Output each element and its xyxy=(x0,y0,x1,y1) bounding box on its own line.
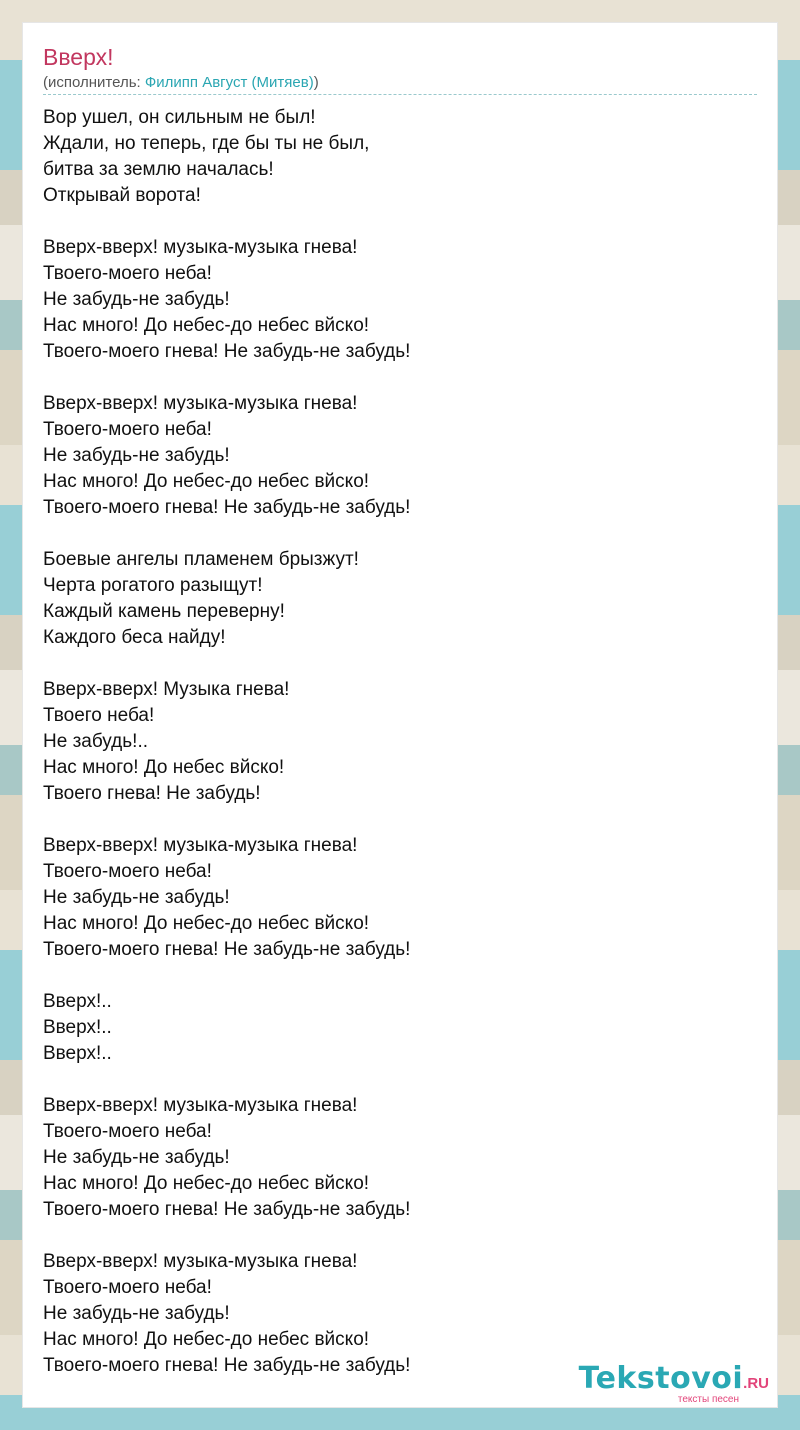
lyrics-line: Нас много! До небес-до небес вйско! xyxy=(43,913,370,934)
content-card xyxy=(22,22,778,1408)
lyrics-line: Ждали, но теперь, где бы ты не был, xyxy=(43,133,370,154)
artist-prefix: (исполнитель: xyxy=(43,74,145,91)
song-title: Вверх! xyxy=(43,44,114,70)
lyrics-line: Твоего-моего неба! xyxy=(43,263,212,284)
lyrics-line: Вор ушел, он сильным не был! xyxy=(43,107,316,128)
lyrics-stanza xyxy=(43,105,743,209)
lyrics-line: Твоего неба! xyxy=(43,705,155,726)
title-divider xyxy=(43,94,757,95)
lyrics-stanza xyxy=(43,833,743,963)
lyrics-stanza xyxy=(43,989,743,1067)
artist-suffix: ) xyxy=(313,74,319,91)
lyrics-line: Твоего-моего гнева! Не забудь-не забудь! xyxy=(43,497,411,518)
lyrics-line: Вверх-вверх! музыка-музыка гнева! xyxy=(43,237,358,258)
lyrics-line: Твоего-моего гнева! Не забудь-не забудь! xyxy=(43,341,411,362)
lyrics-line: Не забудь-не забудь! xyxy=(43,887,230,908)
logo-tld: .RU xyxy=(743,1375,769,1392)
site-logo[interactable] xyxy=(578,1361,769,1405)
lyrics-line: Вверх-вверх! музыка-музыка гнева! xyxy=(43,1251,358,1272)
lyrics-stanza xyxy=(43,391,743,521)
lyrics-line: Твоего гнева! Не забудь! xyxy=(43,783,261,804)
lyrics-stanza xyxy=(43,1093,743,1223)
lyrics-line: Твоего-моего неба! xyxy=(43,1121,212,1142)
lyrics-stanza xyxy=(43,1249,743,1379)
lyrics-stanza xyxy=(43,677,743,807)
lyrics-stanza xyxy=(43,547,743,651)
lyrics-line: Каждого беса найду! xyxy=(43,627,226,648)
artist-line xyxy=(43,74,319,92)
lyrics-line: Твоего-моего неба! xyxy=(43,861,212,882)
logo-wordmark: Tekstovoi xyxy=(578,1361,744,1396)
lyrics-line: Не забудь!.. xyxy=(43,731,149,752)
lyrics-line: Боевые ангелы пламенем брызжут! xyxy=(43,549,359,570)
lyrics-stanza xyxy=(43,235,743,365)
lyrics-line: битва за землю началась! xyxy=(43,159,274,180)
lyrics-line: Не забудь-не забудь! xyxy=(43,445,230,466)
lyrics-line: Не забудь-не забудь! xyxy=(43,289,230,310)
lyrics-line: Твоего-моего неба! xyxy=(43,1277,212,1298)
logo-tagline: тексты песен xyxy=(677,1394,739,1405)
lyrics-line: Нас много! До небес вйско! xyxy=(43,757,285,778)
lyrics-line: Нас много! До небес-до небес вйско! xyxy=(43,1173,370,1194)
lyrics-line: Нас много! До небес-до небес вйско! xyxy=(43,471,370,492)
lyrics-line: Вверх!.. xyxy=(43,1043,112,1064)
lyrics-line: Черта рогатого разыщут! xyxy=(43,575,263,596)
lyrics-line: Вверх-вверх! музыка-музыка гнева! xyxy=(43,835,358,856)
lyrics-line: Твоего-моего неба! xyxy=(43,419,212,440)
artist-link[interactable]: Филипп Август (Митяев) xyxy=(144,74,314,91)
lyrics-line: Вверх-вверх! музыка-музыка гнева! xyxy=(43,393,358,414)
lyrics-line: Не забудь-не забудь! xyxy=(43,1303,230,1324)
lyrics-line: Твоего-моего гнева! Не забудь-не забудь! xyxy=(43,1355,411,1376)
lyrics-line: Нас много! До небес-до небес вйско! xyxy=(43,315,370,336)
lyrics-text xyxy=(43,105,743,1405)
lyrics-line: Не забудь-не забудь! xyxy=(43,1147,230,1168)
lyrics-line: Открывай ворота! xyxy=(43,185,201,206)
lyrics-line: Каждый камень переверну! xyxy=(43,601,285,622)
lyrics-line: Твоего-моего гнева! Не забудь-не забудь! xyxy=(43,939,411,960)
lyrics-line: Вверх!.. xyxy=(43,991,112,1012)
lyrics-line: Вверх!.. xyxy=(43,1017,112,1038)
lyrics-line: Вверх-вверх! Музыка гнева! xyxy=(43,679,290,700)
lyrics-line: Твоего-моего гнева! Не забудь-не забудь! xyxy=(43,1199,411,1220)
lyrics-line: Вверх-вверх! музыка-музыка гнева! xyxy=(43,1095,358,1116)
lyrics-line: Нас много! До небес-до небес вйско! xyxy=(43,1329,370,1350)
